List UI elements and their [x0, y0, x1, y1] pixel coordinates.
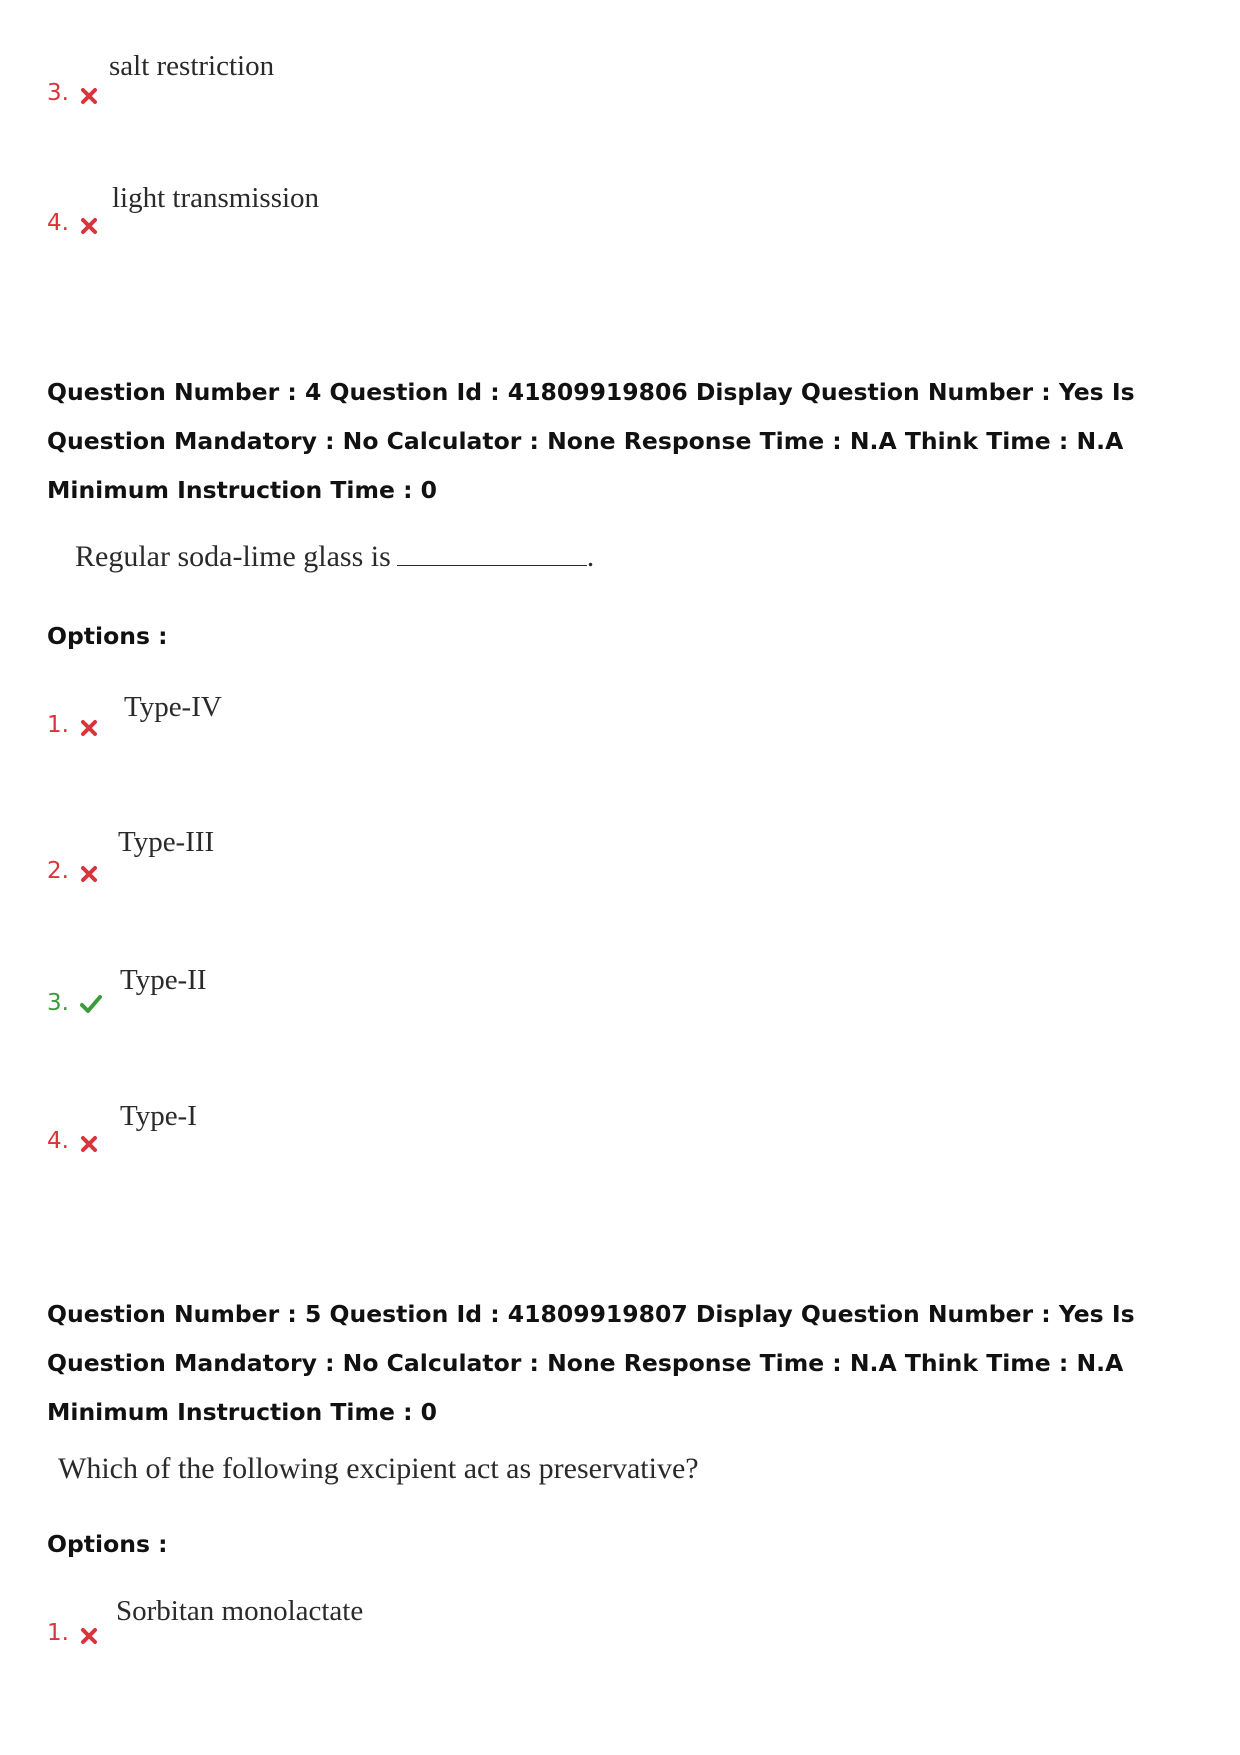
question-text: Which of the following excipient act as preservative? [58, 1452, 699, 1485]
option-number: 3. [47, 80, 69, 106]
cross-icon [79, 86, 99, 106]
option-number: 3. [47, 990, 69, 1016]
option-number: 4. [47, 1128, 69, 1154]
option-number: 2. [47, 858, 69, 884]
question-text-end: . [586, 540, 595, 573]
options-label: Options : [47, 622, 168, 650]
option-number: 4. [47, 210, 69, 236]
option-text: Type-IV [124, 691, 222, 723]
question-text [75, 540, 594, 574]
question-text-main: Regular soda-lime glass is [75, 540, 391, 573]
options-label: Options : [47, 1530, 168, 1558]
cross-icon [79, 1134, 99, 1154]
cross-icon [79, 718, 99, 738]
check-icon [79, 992, 103, 1016]
option-number: 1. [47, 1620, 69, 1646]
option-number: 1. [47, 712, 69, 738]
option-text: Type-II [120, 964, 207, 996]
question-header: Question Number : 4 Question Id : 41809919806 Display Question Number : Yes Is Question Mandatory : No Calculator : None Response Time : N.A Think Time : N.A Minimum Instruction Time : 0 [47, 378, 1135, 504]
option-text: Type-III [118, 826, 215, 858]
answer-blank [397, 541, 587, 566]
option-text: Sorbitan monolactate [116, 1595, 364, 1627]
cross-icon [79, 216, 99, 236]
option-text: salt restriction [109, 50, 275, 82]
option-text: Type-I [120, 1100, 197, 1132]
option-text: light transmission [112, 182, 320, 214]
question-header: Question Number : 5 Question Id : 41809919807 Display Question Number : Yes Is Question Mandatory : No Calculator : None Response Time : N.A Think Time : N.A Minimum Instruction Time : 0 [47, 1300, 1135, 1426]
cross-icon [79, 864, 99, 884]
cross-icon [79, 1626, 99, 1646]
